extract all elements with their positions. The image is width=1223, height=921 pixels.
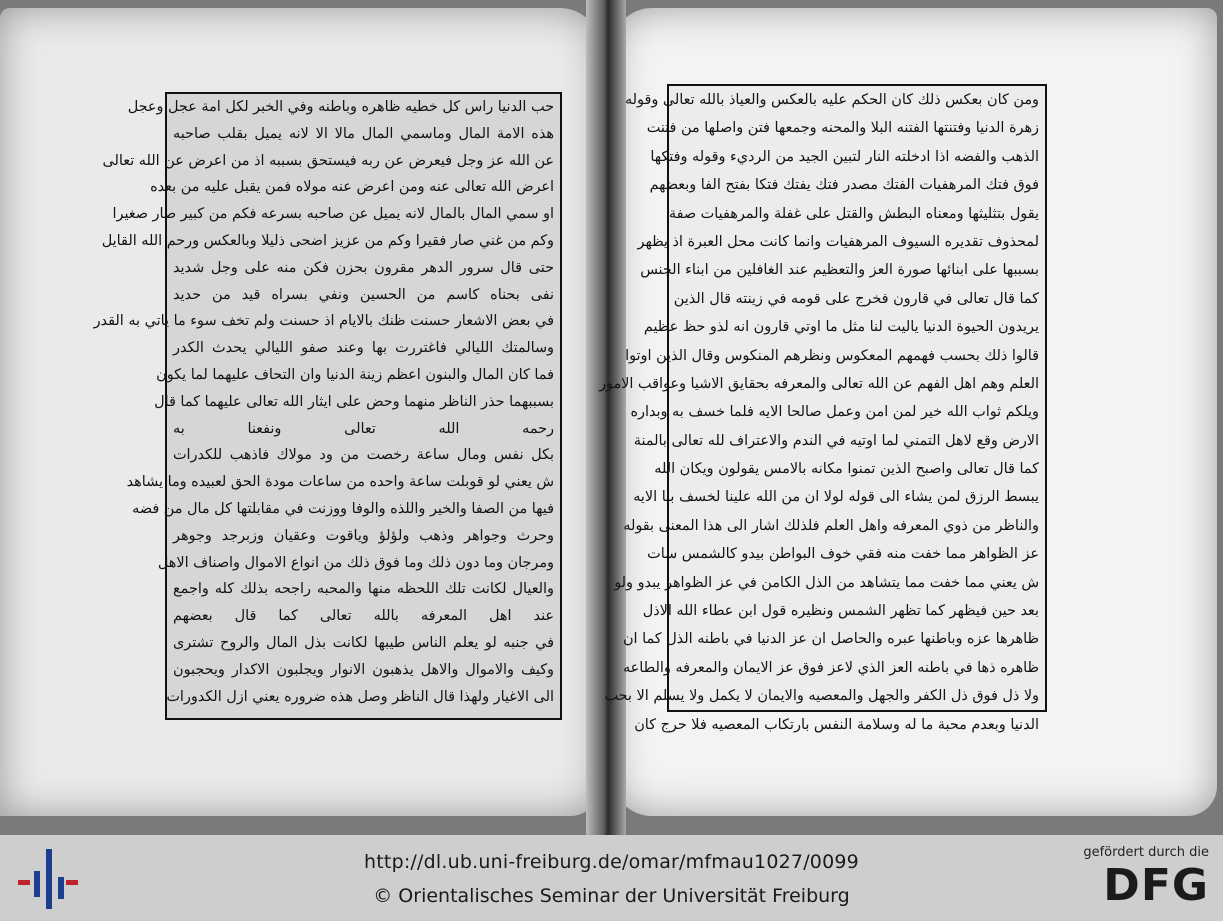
manuscript-line: بعد حين فيظهر كما تظهر الشمس ونظيره قول ابن عطاء الله الاذل (642, 603, 1039, 620)
manuscript-line: ومن كان بعكس ذلك كان الحكم عليه بالعكس والعياذ بالله تعالى وقوله (624, 92, 1039, 108)
manuscript-line: قالوا ذلك بحسب فهمهم المعكوس ونظرهم المنكوس وقال الذين اوتوا (625, 347, 1039, 364)
manuscript-line: العلم وهم اهل الفهم عن الله تعالى والمعرفه بحقايق الاشيا وعواقب الامور (599, 375, 1039, 392)
manuscript-line: يبسط الرزق لمن يشاء الى قوله لولا ان من الله علينا لخسف بنا الايه (633, 489, 1039, 506)
funding-caption: gefördert durch die (1083, 845, 1209, 860)
manuscript-line: لمحذوف تقديره السيوف المرهفيات وانما كانت محل العبرة اذ يظهر (637, 233, 1039, 250)
manuscript-line: ولا ذل فوق ذل الكفر والجهل والمعصيه والايمان لا يكمل ولا يسلم الا بحب (604, 688, 1039, 705)
manuscript-line: وكيف والاموال والاهل يذهبون الانوار ويجلبون الاكدار ويحجبون (173, 661, 554, 678)
viewer-footer (0, 835, 1223, 921)
manuscript-line: ظاهرها عزه وباطنها عبره والحاصل ان عز الدنيا في باطنه الذل كما ان (622, 631, 1039, 648)
manuscript-line: زهرة الدنيا وفتنتها الفتنه البلا والمحنه وجمعها فتن واصلها من فتنت (646, 120, 1039, 137)
manuscript-line: اعرض الله تعالى عنه ومن اعرض عنه مولاه فمن يقبل عليه من بعده (150, 179, 554, 196)
manuscript-line: ش يعني لو قوبلت ساعة واحده من ساعات مودة الحق لعبيده وما يشاهد (126, 474, 554, 491)
permalink-url[interactable]: http://dl.ub.uni-freiburg.de/omar/mfmau1027/0099 (364, 851, 859, 873)
manuscript-line: فوق فتك المرهفيات الفتك مصدر فتك يفتك فتكا بفتح الفا وبعضهم (649, 177, 1039, 194)
manuscript-line: وسالمتك الليالي فاغتررت بها وعند صفو الليالي يحدث الكدر (173, 340, 554, 357)
manuscript-line: يريدون الحيوة الدنيا ياليت لنا مثل ما اوتي قارون انه لذو حظ عظيم (643, 319, 1039, 336)
manuscript-line: فما كان المال والبنون اعظم زينة الدنيا وان التحاف عليهما لما يكون (156, 366, 554, 383)
right-text-block (599, 84, 1047, 733)
manuscript-line: عن الله عز وجل فيعرض عن ربه فيستحق بسببه اذ من اعرض عن الله تعالى (102, 152, 554, 169)
manuscript-line: وحرث وجواهر وذهب ولؤلؤ وياقوت وعقيان وزبرجد وجوهر (173, 527, 554, 544)
manuscript-line: ويلكم ثواب الله خير لمن امن وعمل صالحا الايه فلما خسف به وبداره (630, 404, 1039, 421)
manuscript-line: عز الظواهر مما خفت منه فقي خوف البواطن بيدو كالشمس سات (647, 546, 1039, 563)
manuscript-line: ظاهره ذها في باطنه العز الذي لاعز فوق عز الايمان والمعرفه والطاعه (622, 659, 1039, 676)
manuscript-line: رحمه الله تعالى ونفعنا به (173, 420, 554, 437)
manuscript-line: في بعض الاشعار حسنت ظنك بالايام اذ حسنت ولم تخف سوء ما ياتي به القدر (93, 313, 554, 330)
manuscript-line: ومرجان وما دون ذلك وما فوق ذلك من انواع الاموال واصناف الاهل (157, 554, 554, 571)
manuscript-line: حب الدنيا راس كل خطيه ظاهره وباطنه وفي الخبر لكل امة عجل وعجل (127, 99, 554, 115)
manuscript-line: كما قال تعالى في قارون فخرج على قومه في زينته قال الذين (673, 290, 1039, 307)
dfg-logo: DFG (1103, 860, 1209, 911)
manuscript-line: نفى بحناه كاسم من الحسين ونفي بسراه قيد من حديد (173, 286, 554, 303)
manuscript-line: بسببهما حذر الناظر منهما وحض على ايثار الله تعالى عليهما كما قال (154, 393, 554, 410)
manuscript-line: والعيال لكانت تلك اللحظه منها والمحبه راجحه بذلك كله واجمع (173, 581, 554, 598)
manuscript-line: بسببها على ابنائها صورة العز والتعظيم عند الغافلين من ابناء الجنس (640, 262, 1039, 279)
left-text-block (93, 92, 562, 720)
manuscript-line: وكم من غني صار فقيرا وكم من عزيز اضحى ذليلا وبالعكس ورحم الله القايل (101, 232, 554, 249)
manuscript-line: او سمي المال بالمال لانه يميل عن صاحبه بسرعه فكم من كبير صار صغيرا (112, 206, 554, 223)
manuscript-line: والناظر من ذوي المعرفه واهل العلم فلذلك اشار الى هذا المعنى بقوله (623, 517, 1039, 534)
manuscript-line: بكل نفس ومال ساعة رخصت من ود مولاك فاذهب للكدرات (173, 447, 554, 464)
manuscript-line: في جنبه لو يعلم الناس طيبها لكانت بذل المال والروح تشترى (173, 634, 554, 651)
manuscript-line: كما قال تعالى واصبح الذين تمنوا مكانه بالامس يقولون ويكان الله (654, 461, 1039, 478)
manuscript-line: فيها من الصفا والخير واللذه والوفا ووزنت في مقابلتها كل مال من فضه (132, 500, 554, 517)
manuscript-line: الى الاغيار ولهذا قال الناظر وصل هذه ضروره يعني ازل الكدورات (166, 688, 554, 705)
manuscript-line: عند اهل المعرفه بالله تعالى كما قال بعضهم (173, 608, 554, 625)
manuscript-line: يقول بتثليثها ومعناه البطش والقتل على غفلة والمرهفيات صفة (668, 205, 1039, 222)
manuscript-line: هذه الامة المال وماسمي المال مالا الا لانه يميل بقلب صاحبه (173, 125, 554, 142)
manuscript-line: الدنيا وبعدم محبة ما له وسلامة النفس بارتكاب المعصيه فلا حرج كان (634, 716, 1039, 733)
copyright-credit: © Orientalisches Seminar der Universität Freiburg (373, 885, 850, 907)
manuscript-line: الذهب والفضه اذا ادخلته النار لتبين الجيد من الرديء وقوله وفتكها (650, 148, 1039, 165)
manuscript-line: الارض وقع لاهل التمني لما اوتيه في الندم والاعتراف لله تعالى بالمنة (633, 432, 1039, 449)
manuscript-line: ش يعني مما خفت مما يتشاهد من الذل الكامن في عز الظواهر يبدو ولو (614, 574, 1039, 591)
manuscript-line: حتى قال سرور الدهر مقرون بحزن فكن منه على وجل شديد (173, 259, 554, 276)
